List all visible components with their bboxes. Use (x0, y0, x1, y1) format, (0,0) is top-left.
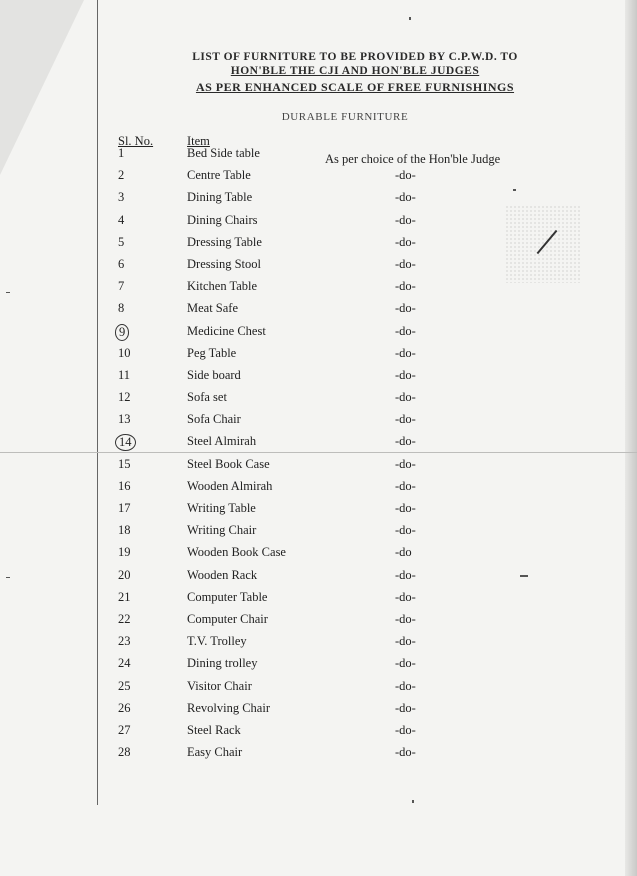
sl-number: 28 (118, 745, 131, 760)
item-choice: -do- (395, 168, 416, 183)
list-row (0, 235, 637, 257)
item-choice: -do- (395, 678, 416, 693)
list-row (0, 701, 637, 723)
item-name: Dining trolley (187, 656, 258, 671)
sl-number: 25 (118, 678, 131, 693)
list-row (0, 324, 637, 346)
sl-number: 1 (118, 146, 125, 160)
list-row (0, 146, 637, 168)
list-row (0, 656, 637, 678)
item-name: Dining Table (187, 190, 253, 205)
sl-number: 3 (118, 190, 125, 205)
item-name: Centre Table (187, 168, 251, 183)
list-row (0, 590, 637, 612)
item-choice: -do- (395, 722, 416, 737)
item-name: Wooden Almirah (187, 478, 273, 493)
sl-number: 27 (118, 722, 131, 737)
item-name: Wooden Book Case (187, 545, 286, 560)
sl-number-circled: 14 (115, 434, 136, 451)
item-choice: -do- (395, 501, 416, 515)
list-row (0, 412, 637, 434)
item-choice: -do- (395, 190, 416, 205)
item-choice: -do- (395, 456, 416, 471)
item-choice: -do- (395, 367, 416, 382)
item-name: Sofa set (187, 390, 227, 405)
list-row (0, 168, 637, 190)
item-choice: -do- (395, 212, 416, 227)
item-name: Side board (187, 367, 241, 382)
column-header-sl-no: Sl. No. (118, 134, 154, 148)
sl-number: 2 (118, 168, 125, 183)
item-choice: -do- (395, 412, 416, 427)
item-choice: -do- (395, 656, 416, 671)
sl-number: 20 (118, 567, 131, 582)
list-row (0, 213, 637, 235)
sl-number: 18 (118, 523, 131, 538)
item-name: Computer Table (187, 589, 268, 604)
item-name: Revolving Chair (187, 700, 270, 715)
sl-number: 19 (118, 545, 131, 560)
speck (412, 800, 414, 803)
sl-number: 11 (118, 367, 131, 382)
list-row (0, 501, 637, 523)
item-choice: -do- (395, 634, 416, 649)
list-row (0, 279, 637, 301)
furniture-list (0, 146, 637, 767)
list-row (0, 301, 637, 323)
list-row (0, 346, 637, 368)
item-name: Bed Side table (187, 146, 260, 160)
item-name: Writing Chair (187, 523, 257, 538)
item-name: Kitchen Table (187, 279, 258, 294)
document-title-line-3: AS PER ENHANCED SCALE OF FREE FURNISHINGS (195, 80, 515, 94)
sl-number: 22 (118, 611, 131, 626)
item-choice: -do- (395, 478, 416, 493)
item-choice: -do- (395, 434, 416, 449)
sl-number: 6 (118, 256, 125, 271)
sl-number: 15 (118, 456, 131, 471)
list-row (0, 434, 637, 456)
item-name: Dining Chairs (187, 212, 258, 227)
item-name: Steel Book Case (187, 456, 270, 471)
document-title-line-2: HON'BLE THE CJI AND HON'BLE JUDGES (230, 65, 480, 77)
item-choice: -do- (395, 589, 416, 604)
item-name: Steel Almirah (187, 434, 257, 449)
item-choice: -do- (395, 323, 416, 338)
list-row (0, 457, 637, 479)
list-row (0, 679, 637, 701)
item-choice: -do- (395, 279, 416, 294)
list-row (0, 523, 637, 545)
sl-number: 5 (118, 234, 125, 249)
sl-number: 26 (118, 700, 131, 715)
list-row (0, 368, 637, 390)
item-choice: -do- (395, 256, 416, 271)
sl-number: 23 (118, 634, 131, 649)
sl-number-circled: 9 (115, 324, 129, 341)
list-row (0, 390, 637, 412)
section-title: DURABLE FURNITURE (281, 111, 409, 123)
sl-number: 4 (118, 212, 125, 227)
list-row (0, 479, 637, 501)
list-row (0, 745, 637, 767)
item-choice: -do- (395, 234, 416, 249)
item-choice: -do- (395, 700, 416, 715)
sl-number: 10 (118, 345, 131, 360)
item-name: Wooden Rack (187, 567, 258, 582)
item-name: Sofa Chair (187, 412, 241, 427)
item-name: Peg Table (187, 345, 237, 360)
item-name: Computer Chair (187, 611, 268, 626)
list-row (0, 634, 637, 656)
item-choice: -do (395, 545, 412, 560)
item-choice: -do- (395, 523, 416, 538)
column-header-item: Item (187, 134, 210, 148)
item-name: Visitor Chair (187, 678, 252, 693)
item-choice: -do- (395, 390, 416, 405)
list-row (0, 723, 637, 745)
item-name: Dressing Table (187, 234, 262, 249)
sl-number: 24 (118, 656, 131, 671)
item-name: Dressing Stool (187, 256, 261, 271)
item-choice: -do- (395, 567, 416, 582)
sl-number: 17 (118, 501, 131, 515)
sl-number: 21 (118, 589, 131, 604)
list-row (0, 568, 637, 590)
item-name: T.V. Trolley (187, 634, 247, 649)
item-name: Meat Safe (187, 301, 239, 316)
list-row (0, 190, 637, 212)
item-name: Easy Chair (187, 745, 243, 760)
item-choice: -do- (395, 301, 416, 316)
item-choice: -do- (395, 345, 416, 360)
sl-number: 12 (118, 390, 131, 405)
list-row (0, 545, 637, 567)
item-name: Steel Rack (187, 722, 241, 737)
item-choice: As per choice of the Hon'ble Judge (325, 152, 501, 166)
item-choice: -do- (395, 611, 416, 626)
sl-number: 7 (118, 279, 125, 294)
sl-number: 8 (118, 301, 125, 316)
list-row (0, 612, 637, 634)
item-choice: -do- (395, 745, 416, 760)
item-name: Medicine Chest (187, 323, 266, 338)
item-name: Writing Table (187, 501, 256, 515)
sl-number: 16 (118, 478, 131, 493)
list-row (0, 257, 637, 279)
sl-number: 13 (118, 412, 131, 427)
speck (409, 17, 411, 20)
document-title-line-1: LIST OF FURNITURE TO BE PROVIDED BY C.P.W.D. TO (192, 51, 518, 63)
